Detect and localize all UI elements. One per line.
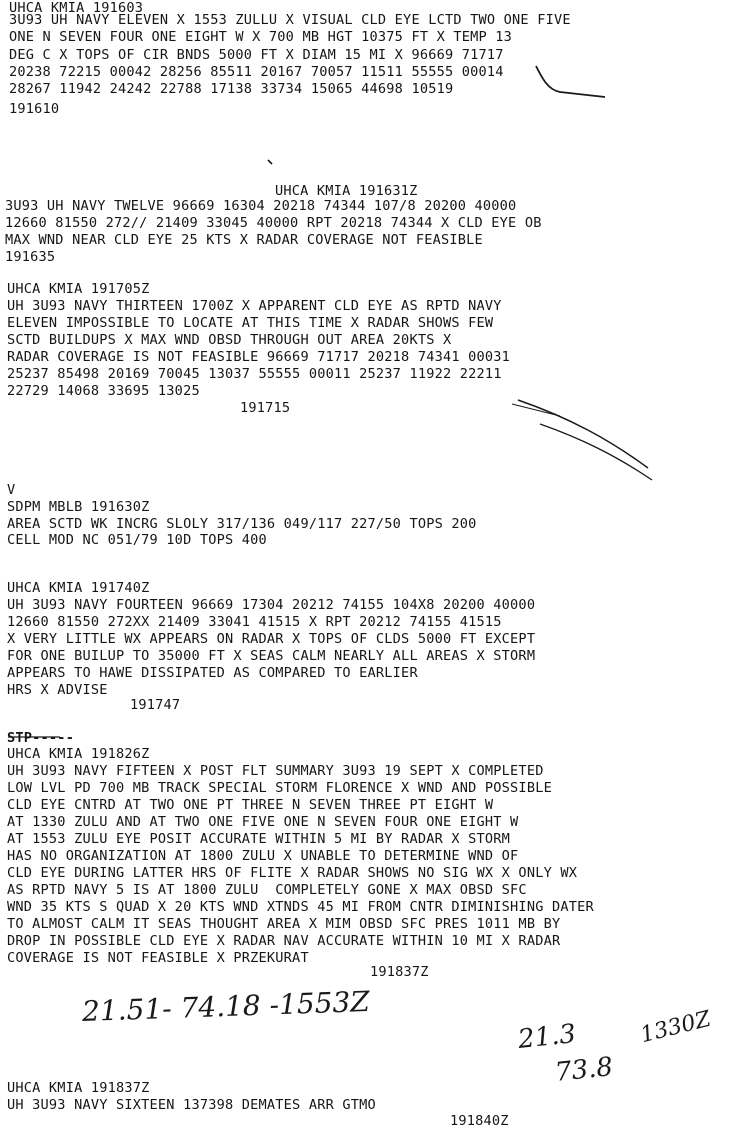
pen-stroke-mark (540, 424, 652, 480)
message-line: ONE N SEVEN FOUR ONE EIGHT W X 700 MB HGT 10375 FT X TEMP 13 (9, 29, 513, 45)
message-line: 12660 81550 272// 21409 33045 40000 RPT 20218 74344 X CLD EYE OB (5, 215, 542, 231)
message-line: UH 3U93 NAVY SIXTEEN 137398 DEMATES ARR GTMO (7, 1097, 376, 1113)
message-line: DROP IN POSSIBLE CLD EYE X RADAR NAV ACCURATE WITHIN 10 MI X RADAR (7, 933, 561, 949)
message-line: 20238 72215 00042 28256 85511 20167 70057 11511 55555 00014 (9, 64, 504, 80)
message-line: SCTD BUILDUPS X MAX WND OBSD THROUGH OUT AREA 20KTS X (7, 332, 452, 348)
message-marker: STP----- (7, 730, 75, 746)
message-timestamp: 191715 (240, 400, 291, 416)
handwritten-longitude-note: 73.8 (553, 1052, 615, 1088)
message-line: 3U93 UH NAVY ELEVEN X 1553 ZULLU X VISUAL CLD EYE LCTD TWO ONE FIVE (9, 12, 571, 28)
message-line: 12660 81550 272XX 21409 33041 41515 X RPT 20212 74155 41515 (7, 614, 502, 630)
speck-mark (268, 160, 272, 164)
message-line: AREA SCTD WK INCRG SLOLY 317/136 049/117 227/50 TOPS 200 (7, 516, 477, 532)
message-line: TO ALMOST CALM IT SEAS THOUGHT AREA X MIM OBSD SFC PRES 1011 MB BY (7, 916, 561, 932)
message-header: UHCA KMIA 191705Z (7, 281, 150, 297)
pen-stroke-mark (512, 404, 560, 416)
message-header: UHCA KMIA 191826Z (7, 746, 150, 762)
message-header: UHCA KMIA 191631Z (275, 183, 418, 199)
message-line: HRS X ADVISE (7, 682, 108, 698)
message-line: AT 1330 ZULU AND AT TWO ONE FIVE ONE N SEVEN FOUR ONE EIGHT W (7, 814, 519, 830)
message-line: APPEARS TO HAWE DISSIPATED AS COMPARED TO EARLIER (7, 665, 418, 681)
message-line: UH 3U93 NAVY FOURTEEN 96669 17304 20212 74155 104X8 20200 40000 (7, 597, 536, 613)
message-line: 3U93 UH NAVY TWELVE 96669 16304 20218 74344 107/8 20200 40000 (5, 198, 517, 214)
message-line: UH 3U93 NAVY FIFTEEN X POST FLT SUMMARY 3U93 19 SEPT X COMPLETED (7, 763, 544, 779)
message-line: 28267 11942 24242 22788 17138 33734 15065 44698 10519 (9, 81, 454, 97)
message-timestamp: 191635 (5, 249, 56, 265)
message-line: UH 3U93 NAVY THIRTEEN 1700Z X APPARENT CLD EYE AS RPTD NAVY (7, 298, 502, 314)
message-line: 25237 85498 20169 70045 13037 55555 00011 25237 11922 22211 (7, 366, 502, 382)
handwritten-time-note: 1330Z (638, 1006, 714, 1049)
message-line: DEG C X TOPS OF CIR BNDS 5000 FT X DIAM 15 MI X 96669 71717 (9, 47, 504, 63)
message-marker: V (7, 482, 16, 498)
pen-stroke-mark (536, 66, 605, 97)
handwritten-latitude-note: 21.3 (516, 1019, 578, 1055)
message-header: UHCA KMIA 191740Z (7, 580, 150, 596)
message-line: LOW LVL PD 700 MB TRACK SPECIAL STORM FLORENCE X WND AND POSSIBLE (7, 780, 552, 796)
message-timestamp: 191840Z (450, 1113, 509, 1129)
message-line: HAS NO ORGANIZATION AT 1800 ZULU X UNABLE TO DETERMINE WND OF (7, 848, 519, 864)
message-line: CLD EYE DURING LATTER HRS OF FLITE X RADAR SHOWS NO SIG WX X ONLY WX (7, 865, 578, 881)
message-line: ELEVEN IMPOSSIBLE TO LOCATE AT THIS TIME X RADAR SHOWS FEW (7, 315, 494, 331)
message-line: CELL MOD NC 051/79 10D TOPS 400 (7, 532, 267, 548)
message-timestamp: 191610 (9, 101, 60, 117)
message-line: COVERAGE IS NOT FEASIBLE X PRZEKURAT (7, 950, 309, 966)
message-line: MAX WND NEAR CLD EYE 25 KTS X RADAR COVERAGE NOT FEASIBLE (5, 232, 483, 248)
message-header: SDPM MBLB 191630Z (7, 499, 150, 515)
message-timestamp: 191747 (130, 697, 181, 713)
message-header: UHCA KMIA 191603 (9, 0, 144, 16)
message-line: CLD EYE CNTRD AT TWO ONE PT THREE N SEVEN THREE PT EIGHT W (7, 797, 494, 813)
message-line: 22729 14068 33695 13025 (7, 383, 200, 399)
message-line: AS RPTD NAVY 5 IS AT 1800 ZULU COMPLETELY GONE X MAX OBSD SFC (7, 882, 527, 898)
message-timestamp: 191837Z (370, 964, 429, 980)
message-header: UHCA KMIA 191837Z (7, 1080, 150, 1096)
message-line: WND 35 KTS S QUAD X 20 KTS WND XTNDS 45 MI FROM CNTR DIMINISHING DATER (7, 899, 594, 915)
message-line: X VERY LITTLE WX APPEARS ON RADAR X TOPS OF CLDS 5000 FT EXCEPT (7, 631, 536, 647)
message-line: FOR ONE BUILUP TO 35000 FT X SEAS CALM NEARLY ALL AREAS X STORM (7, 648, 536, 664)
handwritten-position-note: 21.51- 74.18 -1553Z (81, 984, 371, 1029)
message-line: RADAR COVERAGE IS NOT FEASIBLE 96669 71717 20218 74341 00031 (7, 349, 511, 365)
message-line: AT 1553 ZULU EYE POSIT ACCURATE WITHIN 5 MI BY RADAR X STORM (7, 831, 511, 847)
